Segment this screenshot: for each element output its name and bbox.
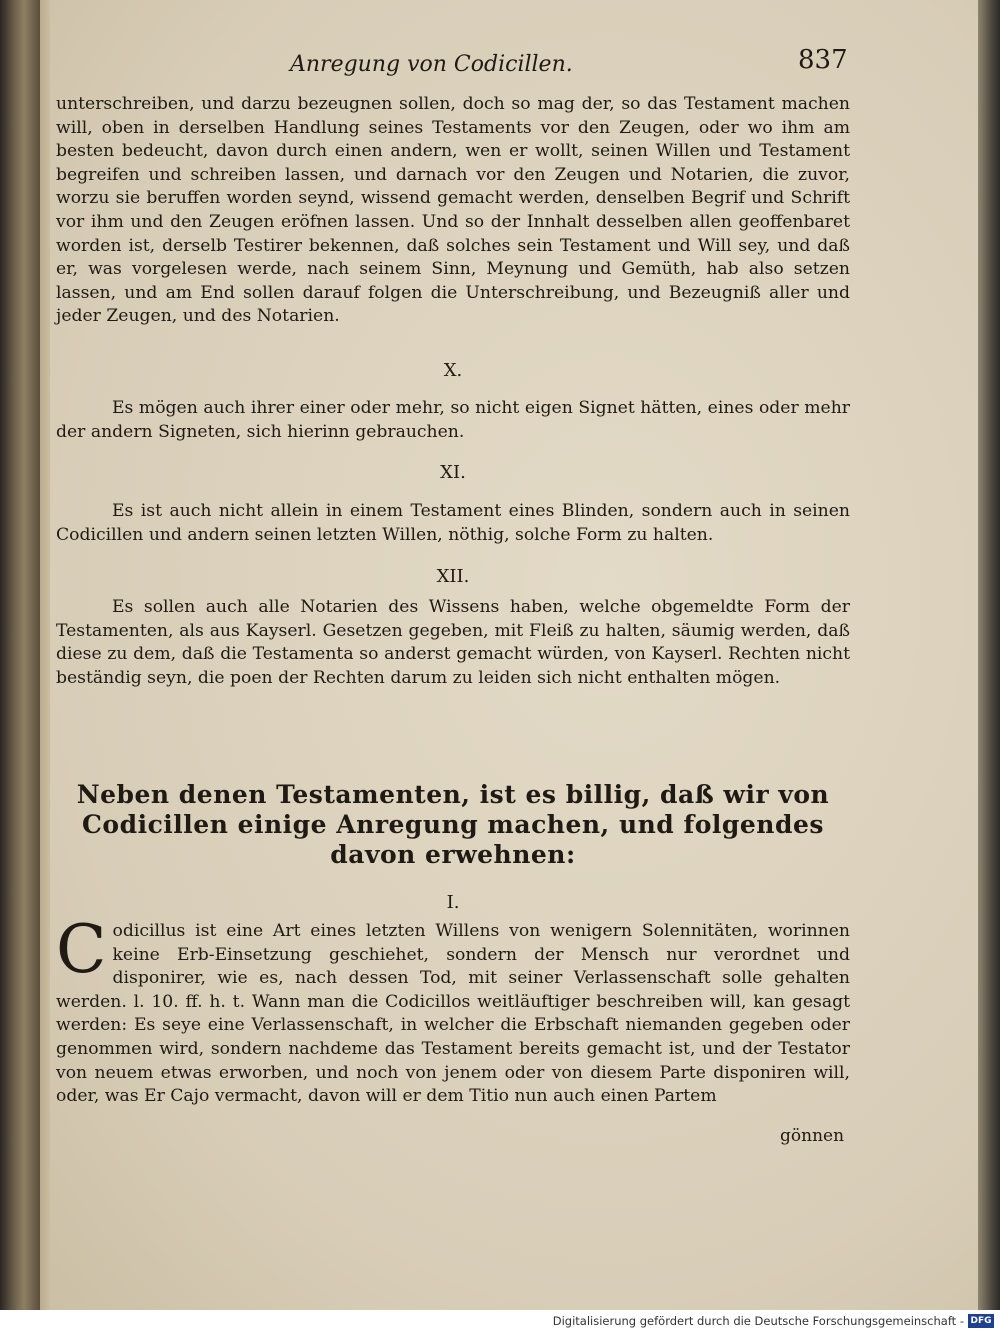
catchword: gönnen <box>780 1126 845 1146</box>
section-number-i: I. <box>446 892 460 913</box>
funding-notice: Digitalisierung gefördert durch die Deutsche Forschungsgemeinschaft - <box>552 1314 964 1328</box>
paragraph-x <box>56 397 850 444</box>
book-binding <box>0 0 40 1310</box>
paragraph-continued <box>56 93 850 329</box>
dfg-logo: DFG <box>968 1314 994 1328</box>
running-head: Anregung von Codicillen. <box>290 52 573 77</box>
section-number-xii: XII. <box>436 566 470 587</box>
paragraph-xii <box>56 596 850 690</box>
paragraph-i <box>56 911 850 1109</box>
paragraph-xi <box>56 500 850 547</box>
paragraph-text: Es ist auch nicht allein in einem Testament eines Blinden, sondern auch in seinen Codicillen und andern seinen letzten Willen, nöthig, solche Form zu halten. <box>56 501 850 545</box>
footer-bar <box>0 1310 1000 1332</box>
page-edge-right <box>978 0 1000 1310</box>
paragraph-text: odicillus ist eine Art eines letzten Willens von wenigern Solennitäten, worinnen keine Erb-Einsetzung geschiehet, sondern der Mensch nur verordnet und disponirer, wie es, nach dessen Tod, mit seiner Verlassenschaft solle gehalten werden. l. 10. ff. h. t. Wann man die Codicillos weitläuftiger beschreiben will, kan gesagt werden: Es seye eine Verlassenschaft, in welcher die Erbschaft niemanden gegeben oder genommen wird, sondern nachdeme das Testament bereits gemacht ist, und der Testator von neuem etwas erworben, und noch von jenem oder von diesem Parte disponiren will, oder, was Er Cajo vermacht, davon will er dem Titio nun auch einen Partem <box>56 921 850 1107</box>
section-number-x: X. <box>443 360 463 381</box>
paragraph-text: unterschreiben, und darzu bezeugnen sollen, doch so mag der, so das Testament machen will, oben in derselben Handlung seines Testaments vor den Zeugen, oder wo ihm am besten bedeucht, davon durch einen andern, wen er wollt, seinen Willen und Testament begreifen und schreiben lassen, und darnach vor den Zeugen und Notarien, die zuvor, worzu sie beruffen worden seynd, wissend gemacht werden, denselben Begrif und Schrift vor ihm und den Zeugen eröfnen lassen. Und so der Innhalt desselben allen geoffenbaret worden ist, derselb Testirer bekennen, daß solches sein Testament und Will sey, und daß er, was vorgelesen werde, nach seinem Sinn, Meynung und Gemüth, hab also setzen lassen, und am End sollen darauf folgen die Unterschreibung, und Bezeugniß aller und jeder Zeugen, und des Notarien. <box>56 94 850 327</box>
paragraph-text: Es sollen auch alle Notarien des Wissens haben, welche obgemeldte Form der Testamenten, als aus Kayserl. Gesetzen gegeben, mit Fleiß zu halten, säumig werden, daß diese zu dem, daß die Testamenta so anderst gemacht würden, von Kayserl. Rechten nicht beständig seyn, die poen der Rechten darum zu leiden sich nicht enthalten mögen. <box>56 597 850 688</box>
page-number: 837 <box>798 45 848 75</box>
drop-cap-initial: C <box>56 911 107 988</box>
paragraph-text: Es mögen auch ihrer einer oder mehr, so nicht eigen Signet hätten, eines oder mehr der andern Signeten, sich hierinn gebrauchen. <box>56 398 850 442</box>
section-heading: Neben denen Testamenten, ist es billig, daß wir von Codicillen einige Anregung machen, und folgendes davon erwehnen: <box>76 780 830 869</box>
section-number-xi: XI. <box>440 462 466 483</box>
